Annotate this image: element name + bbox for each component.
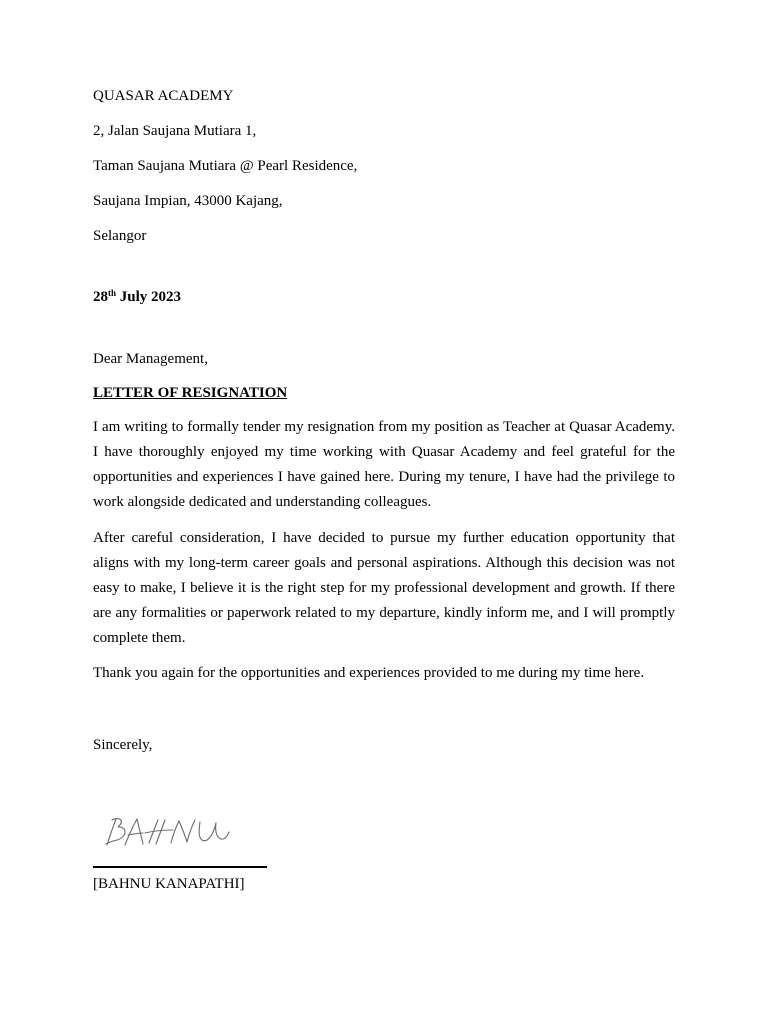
signatory-name: [BAHNU KANAPATHI] (93, 876, 245, 892)
closing: Sincerely, (93, 737, 153, 753)
body-paragraph-1: I am writing to formally tender my resignation from my position as Teacher at Quasar Academy. I have thoroughly enjoyed my time working with Quasar Academy and feel grateful for the opportunities and experiences I have gained here. During my tenure, I have had the privilege to work alongside dedicated and understanding colleagues. (93, 419, 675, 510)
address-line-1: 2, Jalan Saujana Mutiara 1, (93, 123, 257, 139)
address-line-4: Selangor (93, 228, 147, 244)
address-line-3: Saujana Impian, 43000 Kajang, (93, 193, 283, 209)
body-paragraph-3: Thank you again for the opportunities and experiences provided to me during my time here. (93, 665, 645, 681)
signature-line (93, 866, 267, 868)
letter-subject: LETTER OF RESIGNATION (93, 385, 288, 401)
date-day: 28 (93, 289, 108, 305)
date-month-year: July 2023 (116, 289, 182, 305)
sender-name: QUASAR ACADEMY (93, 88, 234, 104)
salutation: Dear Management, (93, 351, 208, 367)
letter-date (93, 288, 181, 306)
address-line-2: Taman Saujana Mutiara @ Pearl Residence, (93, 158, 358, 174)
handwritten-signature (103, 813, 233, 853)
date-suffix: th (108, 288, 117, 298)
body-paragraph-2: After careful consideration, I have decided to pursue my further education opportunity that aligns with my long-term career goals and personal aspirations. Although this decision was not easy to make, I believe it is the right step for my professional development and growth. If there are any formalities or paperwork related to my departure, kindly inform me, and I will promptly complete them. (93, 530, 675, 646)
